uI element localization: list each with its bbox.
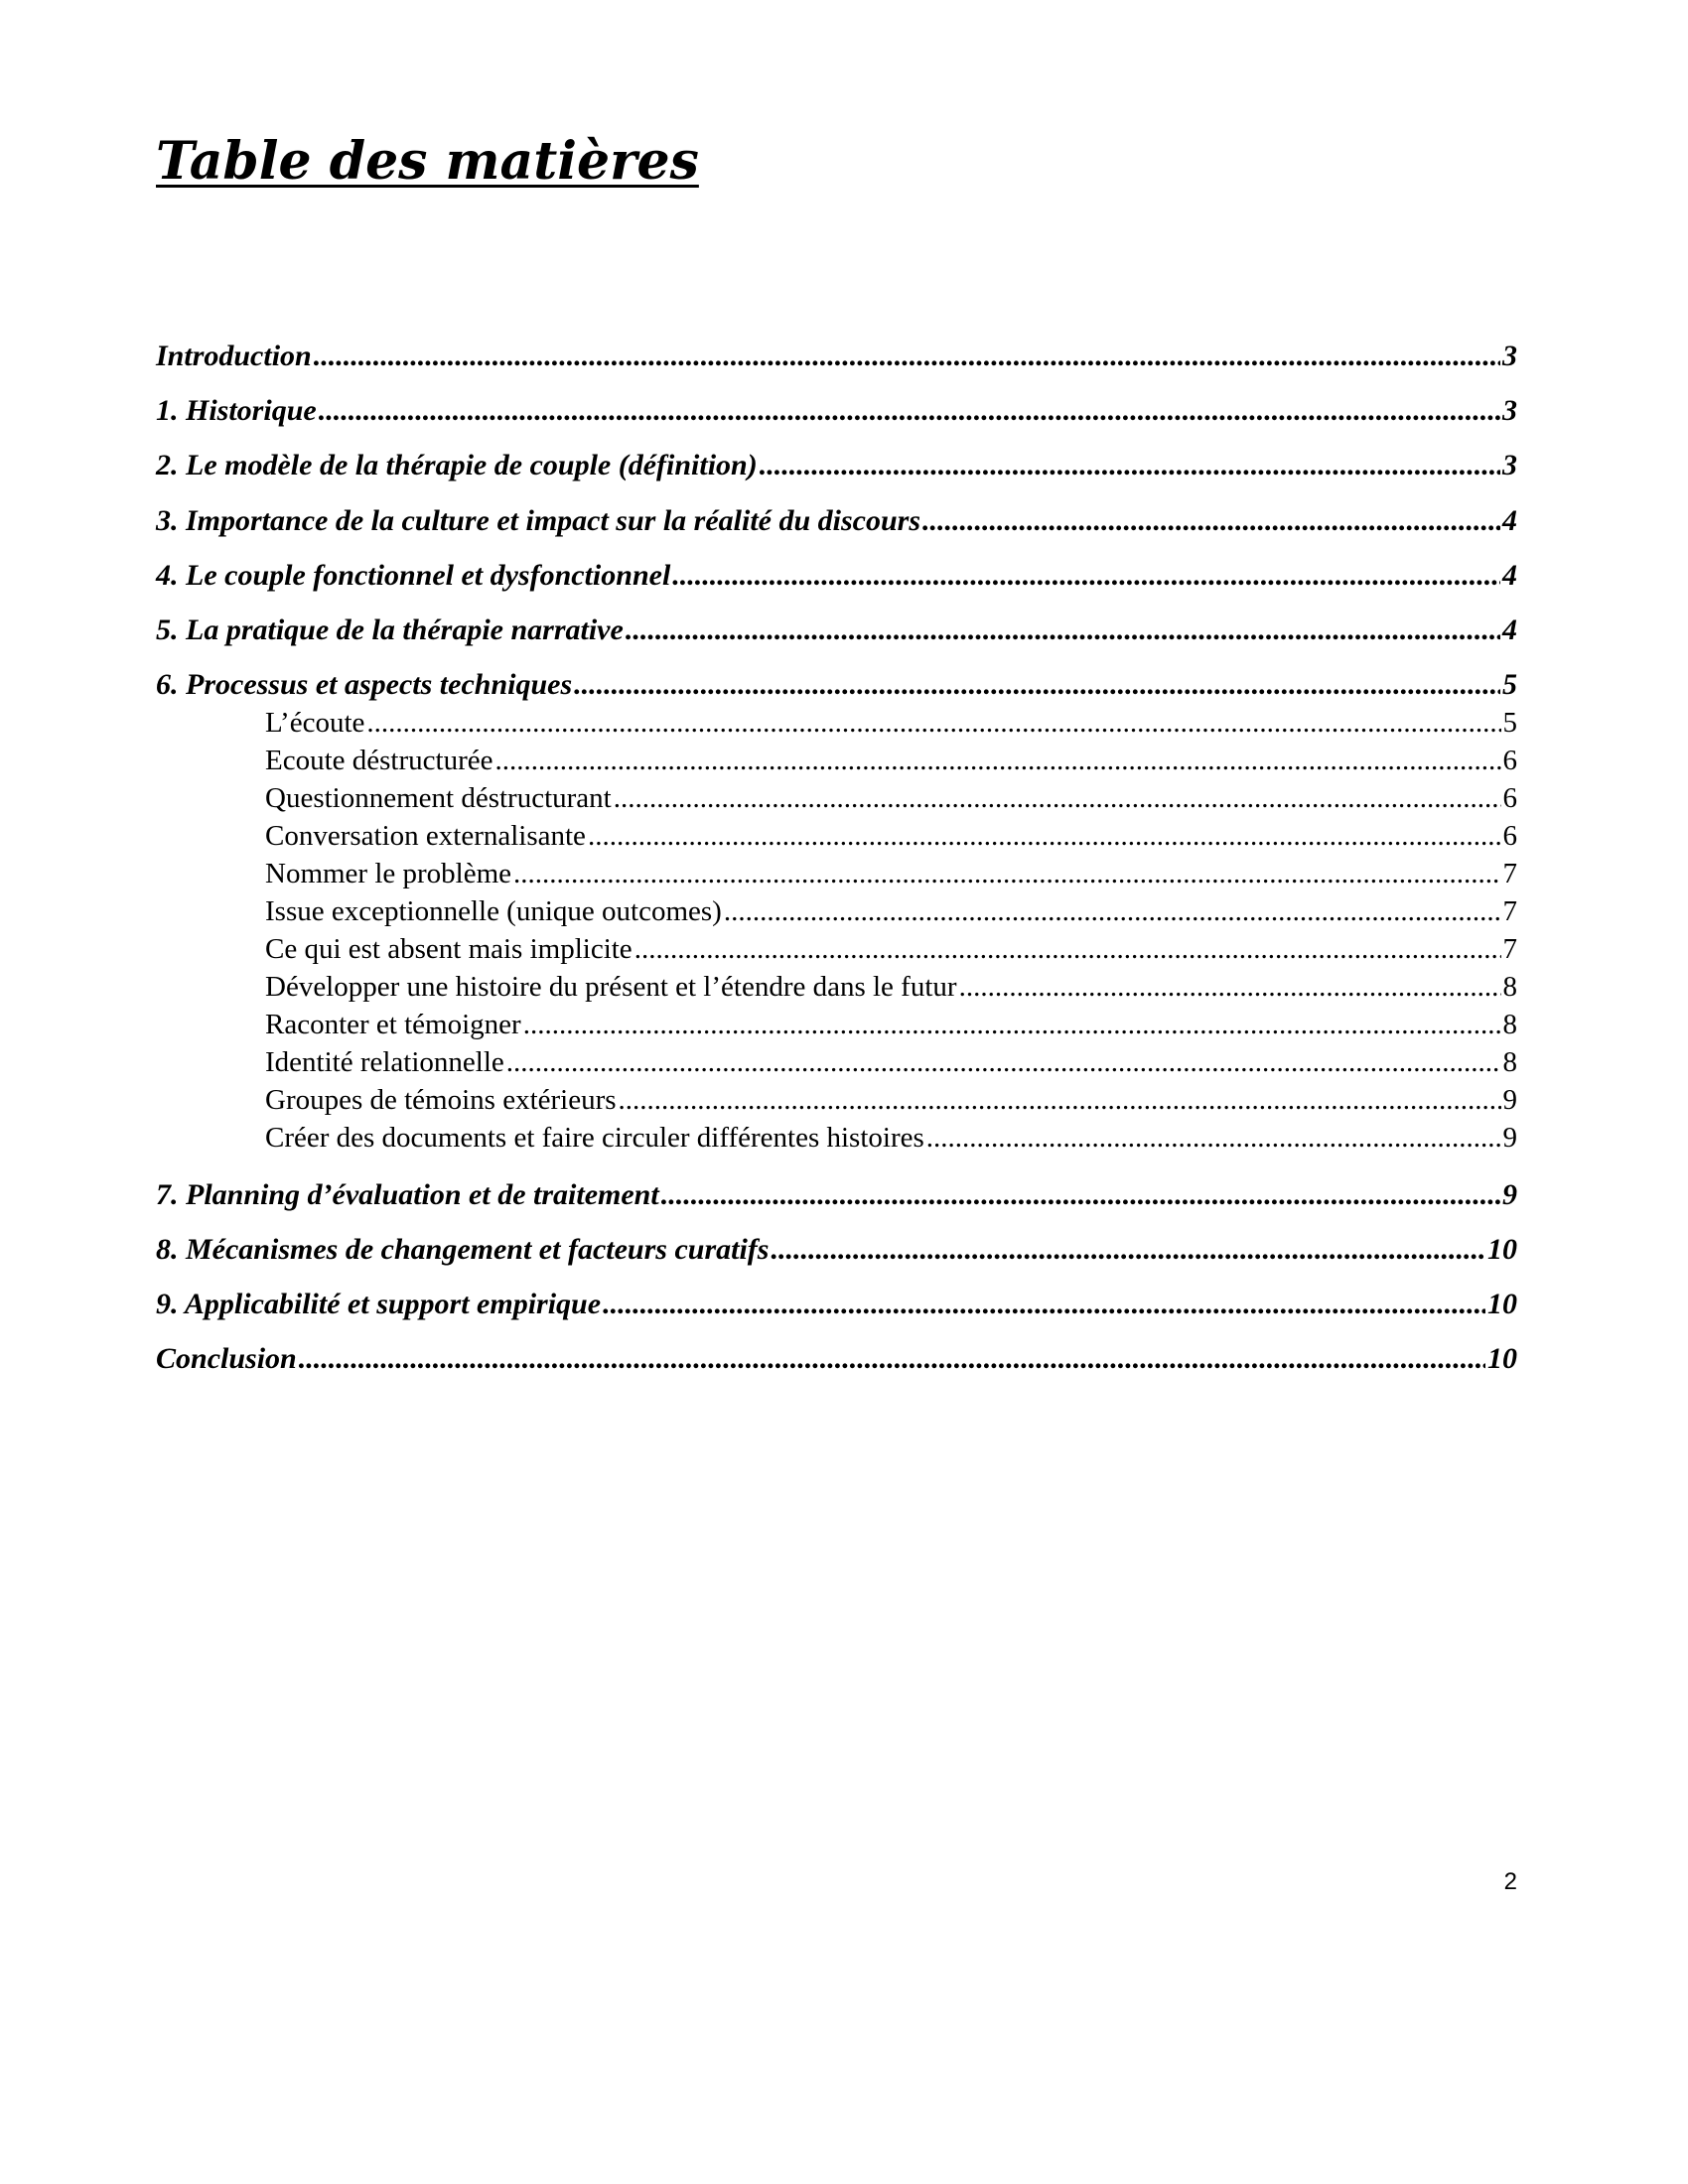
toc-entry-page: 10 xyxy=(1487,1288,1517,1320)
toc-entry-text: 3. Importance de la culture et impact sur la réalité du discours xyxy=(156,504,921,537)
toc-entry-page: 8 xyxy=(1502,1009,1517,1040)
toc-entry-text: 2. Le modèle de la thérapie de couple (définition) xyxy=(156,449,758,481)
toc-entry-page: 3 xyxy=(1502,449,1517,481)
toc-entry-page: 8 xyxy=(1502,1046,1517,1078)
toc-entry-text: Introduction xyxy=(156,340,312,372)
toc-entry-page: 6 xyxy=(1502,745,1517,776)
toc-dot-leader xyxy=(672,559,1500,593)
toc-entry-text: Ecoute déstructurée xyxy=(265,745,493,776)
toc-entry-page: 6 xyxy=(1502,820,1517,852)
toc-entry-text: Conclusion xyxy=(156,1342,297,1375)
toc-entry-page: 8 xyxy=(1502,971,1517,1003)
toc-dot-leader xyxy=(366,707,1500,740)
toc-entry[interactable] xyxy=(156,1178,1517,1212)
toc-dot-leader xyxy=(926,1122,1501,1155)
toc-subentry[interactable] xyxy=(265,782,1517,815)
page-number: 2 xyxy=(1503,1868,1517,1895)
toc-entry-page: 10 xyxy=(1487,1233,1517,1266)
toc-entry-text: 4. Le couple fonctionnel et dysfonctionnel xyxy=(156,559,671,592)
toc-entry-text: Identité relationnelle xyxy=(265,1046,504,1078)
toc-entry[interactable] xyxy=(156,614,1517,647)
toc-dot-leader xyxy=(299,1342,1485,1376)
toc-dot-leader xyxy=(494,745,1500,777)
toc-entry-page: 5 xyxy=(1502,707,1517,739)
toc-dot-leader xyxy=(922,504,1500,538)
toc-entry-text: 7. Planning d’évaluation et de traitement xyxy=(156,1178,659,1211)
toc-entry[interactable] xyxy=(156,668,1517,702)
toc-entry[interactable] xyxy=(156,1233,1517,1267)
toc-subentry[interactable] xyxy=(265,1084,1517,1117)
toc-entry[interactable] xyxy=(156,504,1517,538)
toc-entry-page: 7 xyxy=(1502,858,1517,889)
toc-entry-text: Ce qui est absent mais implicite xyxy=(265,933,633,965)
toc-entry-page: 10 xyxy=(1487,1342,1517,1375)
toc-dot-leader xyxy=(603,1288,1485,1321)
toc-entry[interactable] xyxy=(156,394,1517,428)
toc-entry-page: 7 xyxy=(1502,933,1517,965)
toc-dot-leader xyxy=(588,820,1501,853)
toc-entry-page: 9 xyxy=(1502,1084,1517,1116)
toc-entry-text: Questionnement déstructurant xyxy=(265,782,612,814)
toc-dot-leader xyxy=(619,1084,1501,1117)
toc-dot-leader xyxy=(959,971,1501,1004)
toc-entry-text: Groupes de témoins extérieurs xyxy=(265,1084,617,1116)
toc-entry-page: 4 xyxy=(1502,614,1517,646)
toc-dot-leader xyxy=(614,782,1501,815)
toc-entry-text: 6. Processus et aspects techniques xyxy=(156,668,573,701)
toc-subentry[interactable] xyxy=(265,1122,1517,1155)
toc-entry-text: Issue exceptionnelle (unique outcomes) xyxy=(265,895,722,927)
toc-entry-text: Conversation externalisante xyxy=(265,820,586,852)
toc-dot-leader xyxy=(319,394,1500,428)
toc-entry[interactable] xyxy=(156,449,1517,482)
toc-entry-text: 8. Mécanismes de changement et facteurs curatifs xyxy=(156,1233,770,1266)
toc-subentry[interactable] xyxy=(265,858,1517,890)
toc-entry-page: 6 xyxy=(1502,782,1517,814)
toc-entry-page: 5 xyxy=(1502,668,1517,701)
toc-dot-leader xyxy=(661,1178,1500,1212)
toc-dot-leader xyxy=(523,1009,1501,1041)
toc-dot-leader xyxy=(634,933,1501,966)
toc-entry-text: Développer une histoire du présent et l’étendre dans le futur xyxy=(265,971,957,1003)
toc-subentry[interactable] xyxy=(265,895,1517,928)
toc-dot-leader xyxy=(760,449,1500,482)
toc-dot-leader xyxy=(314,340,1500,373)
toc-entry-text: Nommer le problème xyxy=(265,858,512,889)
toc-title: Table des matières xyxy=(156,131,699,192)
toc-entry[interactable] xyxy=(156,1288,1517,1321)
toc-dot-leader xyxy=(724,895,1501,928)
toc-dot-leader xyxy=(574,668,1500,702)
toc-subentry[interactable] xyxy=(265,707,1517,740)
toc-entry-text: Raconter et témoigner xyxy=(265,1009,521,1040)
toc-entry-page: 9 xyxy=(1502,1122,1517,1154)
toc-subentry[interactable] xyxy=(265,1009,1517,1041)
toc-dot-leader xyxy=(626,614,1500,647)
toc-dot-leader xyxy=(771,1233,1485,1267)
toc-dot-leader xyxy=(513,858,1500,890)
toc-entry[interactable] xyxy=(156,559,1517,593)
toc-subentry[interactable] xyxy=(265,933,1517,966)
toc-entry-page: 7 xyxy=(1502,895,1517,927)
toc-entry-page: 4 xyxy=(1502,504,1517,537)
toc-entry-page: 3 xyxy=(1502,394,1517,427)
toc-entry-text: 1. Historique xyxy=(156,394,317,427)
toc-subentry[interactable] xyxy=(265,820,1517,853)
toc-entry-text: Créer des documents et faire circuler différentes histoires xyxy=(265,1122,924,1154)
toc-subentry[interactable] xyxy=(265,971,1517,1004)
toc-entry-text: L’écoute xyxy=(265,707,365,739)
toc-subentry[interactable] xyxy=(265,745,1517,777)
toc-subentry[interactable] xyxy=(265,1046,1517,1079)
toc-dot-leader xyxy=(506,1046,1501,1079)
toc-entry-text: 5. La pratique de la thérapie narrative xyxy=(156,614,624,646)
toc-entry[interactable] xyxy=(156,340,1517,373)
toc-entry[interactable] xyxy=(156,1342,1517,1376)
toc-entry-page: 3 xyxy=(1502,340,1517,372)
toc-entry-page: 9 xyxy=(1502,1178,1517,1211)
toc-entry-page: 4 xyxy=(1502,559,1517,592)
toc-entry-text: 9. Applicabilité et support empirique xyxy=(156,1288,602,1320)
